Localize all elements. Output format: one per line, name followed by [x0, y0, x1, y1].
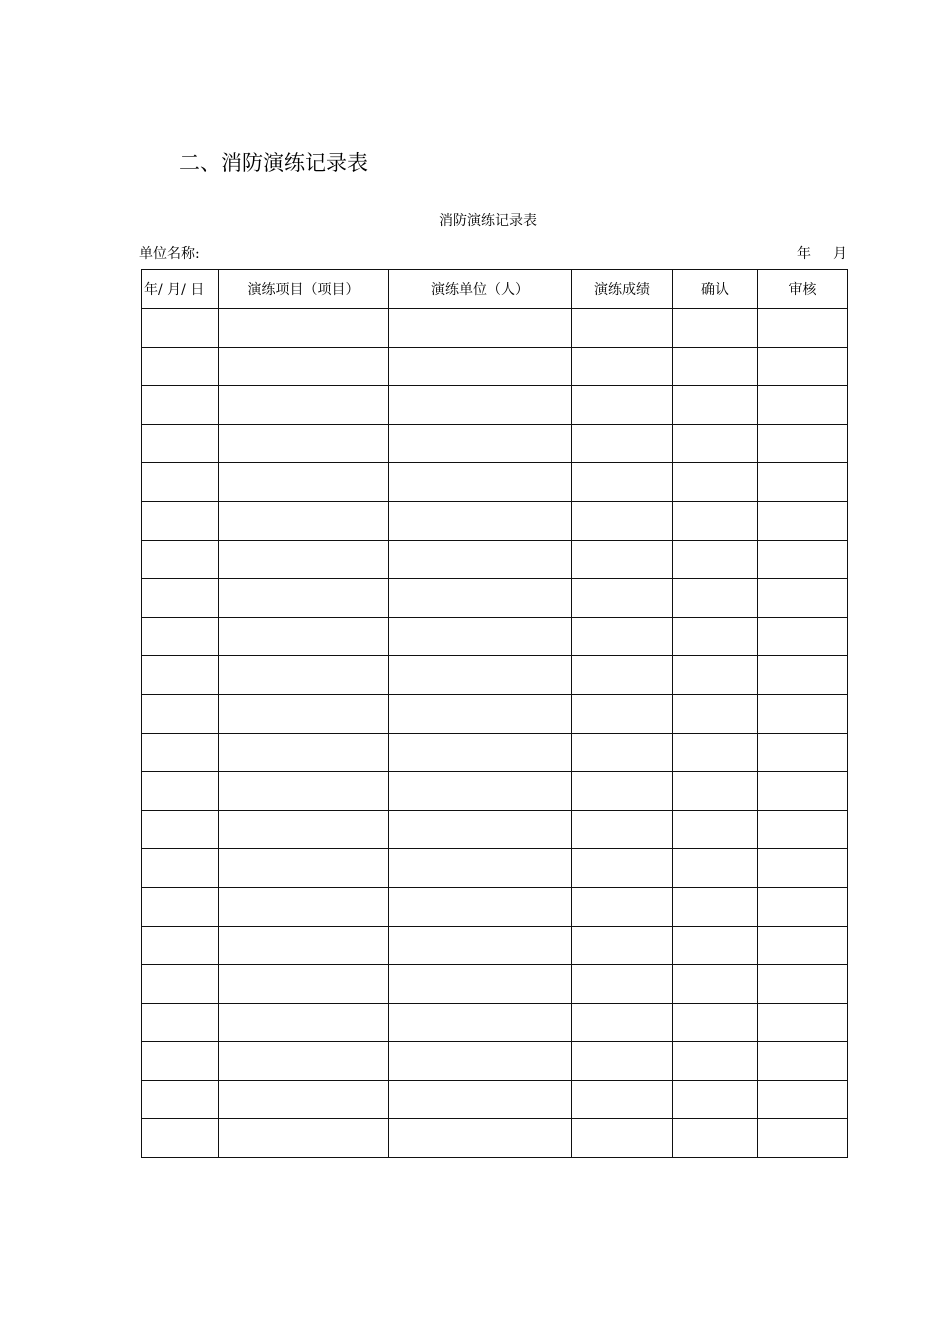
header-drill-result: 演练成绩: [572, 270, 673, 309]
cell-drill-unit[interactable]: [389, 965, 572, 1004]
table-row: [142, 424, 848, 463]
table-row: [142, 887, 848, 926]
cell-drill-item[interactable]: [219, 733, 389, 772]
cell-date[interactable]: [142, 579, 219, 618]
drill-record-table: [141, 269, 848, 1158]
header-drill-item: 演练项目（项目）: [219, 270, 389, 309]
table-row: [142, 694, 848, 733]
section-heading: 二、消防演练记录表: [179, 151, 368, 175]
cell-review[interactable]: [758, 579, 848, 618]
cell-drill-item[interactable]: [219, 347, 389, 386]
cell-review[interactable]: [758, 1080, 848, 1119]
cell-confirm[interactable]: [673, 347, 758, 386]
cell-drill-result[interactable]: [572, 617, 673, 656]
table-row: [142, 772, 848, 811]
table-body: [142, 309, 848, 1158]
cell-date[interactable]: [142, 1119, 219, 1158]
header-date: 年/ 月/ 日: [142, 270, 219, 309]
document-title: 消防演练记录表: [439, 213, 537, 229]
cell-date[interactable]: [142, 1080, 219, 1119]
cell-review[interactable]: [758, 733, 848, 772]
cell-date[interactable]: [142, 540, 219, 579]
cell-review[interactable]: [758, 887, 848, 926]
table-row: [142, 540, 848, 579]
cell-confirm[interactable]: [673, 1080, 758, 1119]
cell-drill-unit[interactable]: [389, 694, 572, 733]
cell-drill-item[interactable]: [219, 463, 389, 502]
cell-date[interactable]: [142, 617, 219, 656]
table-row: [142, 810, 848, 849]
cell-date[interactable]: [142, 926, 219, 965]
cell-drill-unit[interactable]: [389, 1003, 572, 1042]
cell-review[interactable]: [758, 656, 848, 695]
cell-drill-item[interactable]: [219, 694, 389, 733]
cell-date[interactable]: [142, 810, 219, 849]
cell-drill-unit[interactable]: [389, 579, 572, 618]
cell-drill-item[interactable]: [219, 1003, 389, 1042]
table-row: [142, 309, 848, 348]
cell-drill-unit[interactable]: [389, 424, 572, 463]
cell-confirm[interactable]: [673, 386, 758, 425]
table-row: [142, 965, 848, 1004]
cell-drill-result[interactable]: [572, 1119, 673, 1158]
cell-review[interactable]: [758, 694, 848, 733]
cell-review[interactable]: [758, 540, 848, 579]
cell-confirm[interactable]: [673, 1003, 758, 1042]
cell-date[interactable]: [142, 501, 219, 540]
cell-drill-item[interactable]: [219, 309, 389, 348]
cell-review[interactable]: [758, 810, 848, 849]
header-confirm: 确认: [673, 270, 758, 309]
cell-drill-result[interactable]: [572, 501, 673, 540]
cell-drill-result[interactable]: [572, 579, 673, 618]
cell-drill-item[interactable]: [219, 965, 389, 1004]
cell-confirm[interactable]: [673, 540, 758, 579]
cell-date[interactable]: [142, 965, 219, 1004]
cell-drill-unit[interactable]: [389, 463, 572, 502]
cell-confirm[interactable]: [673, 733, 758, 772]
cell-date[interactable]: [142, 694, 219, 733]
cell-review[interactable]: [758, 424, 848, 463]
cell-confirm[interactable]: [673, 463, 758, 502]
cell-drill-unit[interactable]: [389, 733, 572, 772]
month-label: 月: [833, 246, 847, 262]
cell-confirm[interactable]: [673, 501, 758, 540]
cell-date[interactable]: [142, 463, 219, 502]
cell-review[interactable]: [758, 386, 848, 425]
cell-drill-result[interactable]: [572, 1003, 673, 1042]
year-label: 年: [797, 246, 811, 262]
cell-drill-item[interactable]: [219, 540, 389, 579]
table-row: [142, 1080, 848, 1119]
cell-drill-item[interactable]: [219, 501, 389, 540]
cell-date[interactable]: [142, 1042, 219, 1081]
cell-confirm[interactable]: [673, 1119, 758, 1158]
cell-confirm[interactable]: [673, 579, 758, 618]
cell-review[interactable]: [758, 617, 848, 656]
cell-drill-unit[interactable]: [389, 810, 572, 849]
cell-review[interactable]: [758, 463, 848, 502]
cell-date[interactable]: [142, 656, 219, 695]
header-review: 审核: [758, 270, 848, 309]
cell-drill-unit[interactable]: [389, 1080, 572, 1119]
cell-date[interactable]: [142, 733, 219, 772]
cell-drill-result[interactable]: [572, 347, 673, 386]
table-row: [142, 1003, 848, 1042]
cell-review[interactable]: [758, 1003, 848, 1042]
cell-review[interactable]: [758, 347, 848, 386]
cell-drill-result[interactable]: [572, 463, 673, 502]
cell-date[interactable]: [142, 424, 219, 463]
cell-drill-result[interactable]: [572, 965, 673, 1004]
cell-date[interactable]: [142, 849, 219, 888]
year-month-label: [797, 243, 847, 265]
cell-review[interactable]: [758, 965, 848, 1004]
cell-drill-item[interactable]: [219, 849, 389, 888]
cell-date[interactable]: [142, 386, 219, 425]
cell-drill-unit[interactable]: [389, 772, 572, 811]
cell-drill-item[interactable]: [219, 1080, 389, 1119]
cell-review[interactable]: [758, 926, 848, 965]
cell-review[interactable]: [758, 501, 848, 540]
cell-confirm[interactable]: [673, 772, 758, 811]
table-row: [142, 579, 848, 618]
cell-confirm[interactable]: [673, 617, 758, 656]
cell-drill-result[interactable]: [572, 849, 673, 888]
table-header-row: [142, 270, 848, 309]
cell-date[interactable]: [142, 887, 219, 926]
cell-drill-unit[interactable]: [389, 540, 572, 579]
cell-drill-result[interactable]: [572, 1042, 673, 1081]
table-row: [142, 926, 848, 965]
cell-confirm[interactable]: [673, 309, 758, 348]
cell-drill-result[interactable]: [572, 386, 673, 425]
cell-confirm[interactable]: [673, 810, 758, 849]
cell-confirm[interactable]: [673, 1042, 758, 1081]
cell-drill-item[interactable]: [219, 617, 389, 656]
cell-drill-item[interactable]: [219, 772, 389, 811]
cell-drill-unit[interactable]: [389, 1119, 572, 1158]
cell-drill-result[interactable]: [572, 887, 673, 926]
cell-drill-unit[interactable]: [389, 501, 572, 540]
cell-drill-item[interactable]: [219, 386, 389, 425]
cell-drill-item[interactable]: [219, 579, 389, 618]
cell-confirm[interactable]: [673, 887, 758, 926]
cell-drill-unit[interactable]: [389, 887, 572, 926]
cell-drill-result[interactable]: [572, 810, 673, 849]
cell-drill-result[interactable]: [572, 772, 673, 811]
cell-drill-unit[interactable]: [389, 617, 572, 656]
table-row: [142, 501, 848, 540]
cell-drill-item[interactable]: [219, 810, 389, 849]
cell-drill-unit[interactable]: [389, 849, 572, 888]
table-row: [142, 347, 848, 386]
cell-confirm[interactable]: [673, 656, 758, 695]
cell-date[interactable]: [142, 772, 219, 811]
cell-review[interactable]: [758, 309, 848, 348]
cell-drill-result[interactable]: [572, 926, 673, 965]
table-row: [142, 1042, 848, 1081]
cell-drill-result[interactable]: [572, 694, 673, 733]
cell-date[interactable]: [142, 347, 219, 386]
cell-drill-item[interactable]: [219, 656, 389, 695]
cell-drill-result[interactable]: [572, 656, 673, 695]
cell-review[interactable]: [758, 772, 848, 811]
cell-drill-unit[interactable]: [389, 926, 572, 965]
table-row: [142, 656, 848, 695]
header-drill-unit: 演练单位（人）: [389, 270, 572, 309]
table-row: [142, 463, 848, 502]
cell-drill-result[interactable]: [572, 309, 673, 348]
table-row: [142, 386, 848, 425]
cell-drill-item[interactable]: [219, 887, 389, 926]
cell-drill-item[interactable]: [219, 424, 389, 463]
cell-drill-unit[interactable]: [389, 347, 572, 386]
cell-drill-item[interactable]: [219, 1042, 389, 1081]
cell-drill-result[interactable]: [572, 424, 673, 463]
cell-drill-item[interactable]: [219, 926, 389, 965]
cell-confirm[interactable]: [673, 965, 758, 1004]
cell-review[interactable]: [758, 849, 848, 888]
cell-drill-unit[interactable]: [389, 1042, 572, 1081]
cell-date[interactable]: [142, 309, 219, 348]
cell-drill-result[interactable]: [572, 540, 673, 579]
cell-drill-unit[interactable]: [389, 386, 572, 425]
table-row: [142, 1119, 848, 1158]
cell-confirm[interactable]: [673, 849, 758, 888]
cell-confirm[interactable]: [673, 694, 758, 733]
cell-drill-unit[interactable]: [389, 309, 572, 348]
cell-confirm[interactable]: [673, 926, 758, 965]
table-row: [142, 733, 848, 772]
table-row: [142, 617, 848, 656]
cell-review[interactable]: [758, 1119, 848, 1158]
cell-drill-unit[interactable]: [389, 656, 572, 695]
unit-name-label: 单位名称:: [139, 246, 200, 262]
cell-drill-result[interactable]: [572, 1080, 673, 1119]
cell-date[interactable]: [142, 1003, 219, 1042]
cell-confirm[interactable]: [673, 424, 758, 463]
cell-drill-result[interactable]: [572, 733, 673, 772]
table-row: [142, 849, 848, 888]
cell-drill-item[interactable]: [219, 1119, 389, 1158]
cell-review[interactable]: [758, 1042, 848, 1081]
